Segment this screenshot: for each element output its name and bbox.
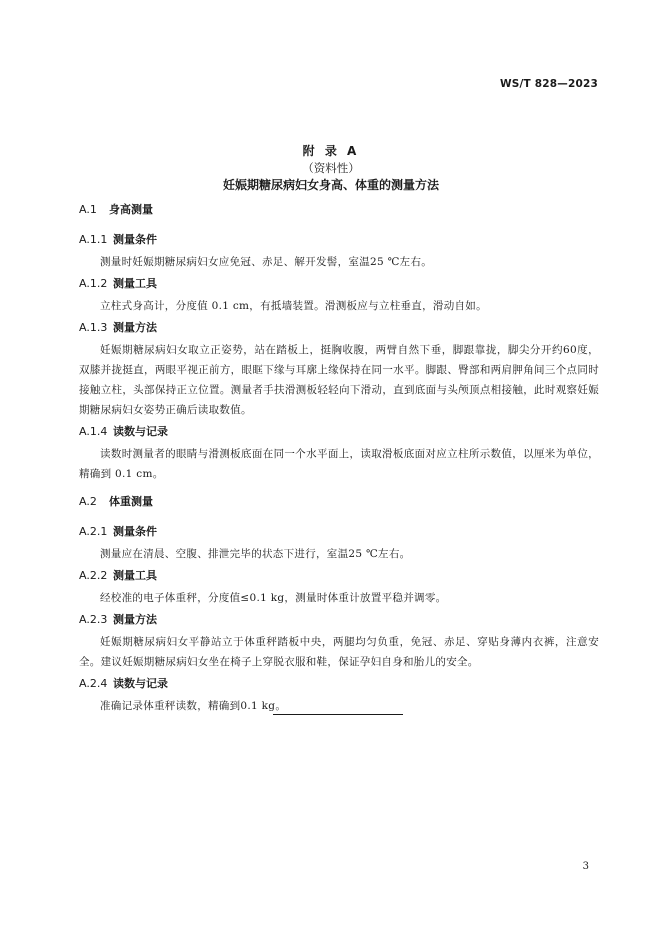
subsection-title: 测量工具	[113, 277, 157, 290]
appendix-subject: 妊娠期糖尿病妇女身高、体重的测量方法	[222, 178, 439, 192]
appendix-heading	[0, 143, 662, 193]
document-body	[79, 192, 599, 720]
subsection-text: 测量应在清晨、空腹、排泄完毕的状态下进行，室温25 ℃左右。	[100, 548, 411, 560]
section-title: 体重测量	[109, 495, 153, 508]
end-rule	[273, 714, 403, 715]
subsection-heading	[79, 232, 599, 248]
appendix-nature: （资料性）	[302, 161, 360, 175]
section-heading	[79, 494, 599, 510]
subsection-heading	[79, 568, 599, 584]
section-number: A.2	[79, 495, 97, 508]
appendix-title: 附 录 A	[302, 144, 360, 158]
subsection-number: A.1.3	[79, 321, 108, 334]
subsection-title: 测量方法	[113, 321, 157, 334]
subsection-number: A.2.3	[79, 613, 108, 626]
subsection-title: 测量条件	[113, 233, 157, 246]
page-number: 3	[582, 861, 589, 872]
subsection-text: 妊娠期糖尿病妇女平静站立于体重秤踏板中央，两腿均匀负重，免冠、赤足、穿贴身薄内衣裤，注意安全。建议妊娠期糖尿病妇女坐在椅子上穿脱衣服和鞋，保证孕妇自身和胎儿的安全。	[79, 636, 599, 668]
subsection-number: A.2.1	[79, 525, 108, 538]
subsection-heading	[79, 612, 599, 628]
subsection-text: 读数时测量者的眼睛与滑测板底面在同一个水平面上，读取滑板底面对应立柱所示数值，以厘米为单位，精确到 0.1 cm。	[79, 448, 599, 480]
subsection-heading	[79, 320, 599, 336]
subsection-title: 测量工具	[113, 569, 157, 582]
subsection-title: 读数与记录	[113, 425, 168, 438]
subsection-heading	[79, 676, 599, 692]
subsection-title: 读数与记录	[113, 677, 168, 690]
subsection-title: 测量方法	[113, 613, 157, 626]
section-title: 身高测量	[109, 203, 153, 216]
section-heading	[79, 202, 599, 218]
subsection-heading	[79, 276, 599, 292]
subsection-title: 测量条件	[113, 525, 157, 538]
subsection-number: A.1.2	[79, 277, 108, 290]
section-number: A.1	[79, 203, 97, 216]
subsection-text: 妊娠期糖尿病妇女取立正姿势，站在踏板上，挺胸收腹，两臂自然下垂，脚跟靠拢，脚尖分开约60度，双膝并拢挺直，两眼平视正前方，眼眶下缘与耳廓上缘保持在同一水平。脚跟、臀部和两肩胛角间三个点同时接触立柱，头部保持正立位置。测量者手扶滑测板轻轻向下滑动，直到底面与头颅顶点相接触，此时观察妊娠期糖尿病妇女姿势正确后读取数值。	[79, 344, 599, 416]
subsection-number: A.2.4	[79, 677, 108, 690]
subsection-text: 经校准的电子体重秤，分度值≤0.1 kg，测量时体重计放置平稳并调零。	[100, 592, 447, 604]
subsection-number: A.1.4	[79, 425, 108, 438]
standard-code: WS/T 828—2023	[499, 78, 598, 90]
subsection-heading	[79, 424, 599, 440]
subsection-text: 准确记录体重秤读数，精确到0.1 kg。	[100, 700, 287, 712]
subsection-heading	[79, 524, 599, 540]
subsection-text: 测量时妊娠期糖尿病妇女应免冠、赤足、解开发髻，室温25 ℃左右。	[100, 256, 433, 268]
subsection-number: A.2.2	[79, 569, 108, 582]
subsection-text: 立柱式身高计，分度值 0.1 cm，有抵墙装置。滑测板应与立柱垂直，滑动自如。	[100, 300, 487, 312]
subsection-number: A.1.1	[79, 233, 108, 246]
